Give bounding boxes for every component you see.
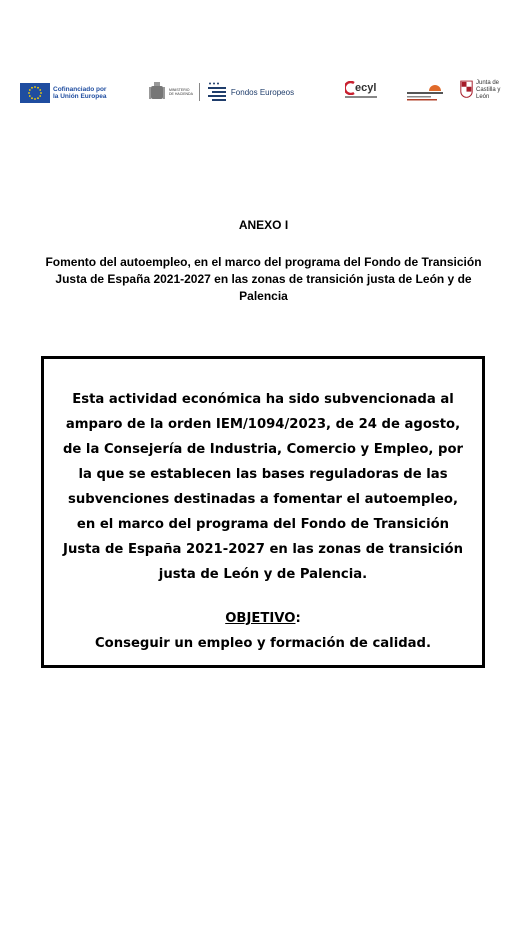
ecyl-mark-icon: [345, 81, 355, 95]
eu-flag-icon: [20, 83, 50, 103]
objective-label: OBJETIVO: [225, 611, 296, 626]
annex-title: ANEXO I: [238, 218, 289, 232]
ecyl-subline: [345, 96, 377, 98]
objective-colon: :: [295, 611, 301, 626]
eu-logo-text: Cofinanciado por la Unión Europea: [53, 86, 107, 100]
fondos-europeos-icon: [206, 82, 228, 102]
ministry-text: MINISTERIO DE HACIENDA: [169, 88, 193, 96]
notice-body: Esta actividad económica ha sido subvencionada al amparo de la orden IEM/1094/2023, de 24 de agosto, de la Consejería de Industria, Comercio y Empleo, por la que se establecen las bases reguladoras de las subvenciones destinadas a fomentar el autoempleo, en el marco del programa del Fondo de Transición Justa de España 2021-2027 en las zonas de transición justa de León y de Palencia.: [62, 392, 464, 582]
logo-strip: [20, 78, 508, 108]
ministry-logo: [148, 81, 294, 103]
coat-of-arms-icon: [148, 81, 166, 103]
regional-service-icon: [407, 83, 443, 101]
ecyl-logo: ecyl: [345, 81, 377, 98]
annex-subtitle: Fomento del autoempleo, en el marco del programa del Fondo de Transición Justa de España 2021-2027 en las zonas de transición justa de León y de Palencia: [45, 255, 482, 303]
junta-cyl-text: Junta de Castilla y León: [476, 79, 501, 100]
junta-shield-icon: [460, 78, 473, 102]
objective-text: Conseguir un empleo y formación de calidad.: [95, 636, 431, 651]
junta-cyl-logo: [460, 78, 508, 102]
notice-content: [62, 387, 464, 656]
objective-heading: [62, 606, 464, 631]
subsidy-notice-box: [41, 356, 485, 668]
eu-logo: [20, 83, 106, 103]
regional-service-logo: [407, 83, 443, 101]
logo-divider: [199, 83, 200, 101]
fondos-europeos-text: Fondos Europeos: [230, 87, 295, 97]
